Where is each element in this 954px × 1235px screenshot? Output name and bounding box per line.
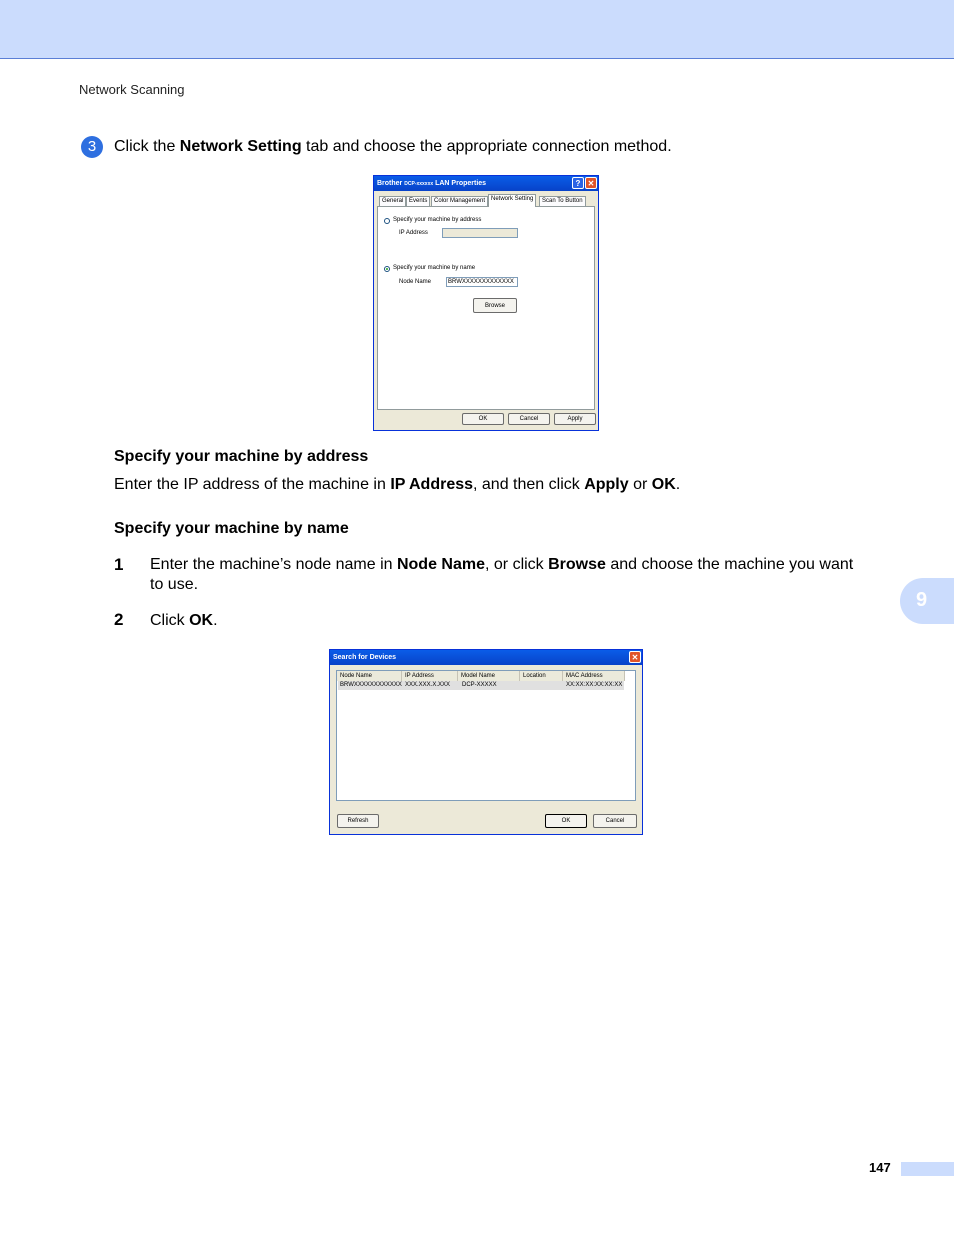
dialog-titlebar: Brother DCP-xxxxxx LAN Properties [374, 176, 598, 191]
cell-ip-address: XXX.XXX.X.XXX [405, 682, 451, 688]
radio-by-address[interactable] [384, 218, 390, 224]
cell-node-name: BRWXXXXXXXXXXXX [340, 682, 402, 688]
step1-text-line2: to use. [150, 576, 199, 593]
by-address-text: Enter the IP address of the machine in IP Address, and then click Apply or OK. [114, 476, 681, 493]
step1-text: Enter the machine’s node name in Node Name, or click Browse and choose the machine you want [150, 556, 854, 573]
step-marker: 3 [81, 136, 103, 158]
page-number: 147 [869, 1160, 891, 1175]
ip-address-field[interactable] [442, 228, 518, 238]
footer-bar [901, 1162, 954, 1176]
device-list[interactable] [336, 670, 636, 801]
step2-number: 2 [114, 610, 124, 629]
close-button[interactable]: ✕ [629, 651, 641, 663]
ok-button[interactable]: OK [545, 814, 587, 828]
tab-color-management[interactable]: Color Management [431, 196, 488, 206]
column-location[interactable]: Location [520, 671, 563, 681]
column-ip-address[interactable]: IP Address [402, 671, 458, 681]
radio-by-address-label: Specify your machine by address [393, 217, 482, 223]
cell-mac-address: XX:XX:XX:XX:XX:XX [566, 682, 623, 688]
header-band [0, 0, 954, 59]
apply-button[interactable]: Apply [554, 413, 596, 425]
ok-button[interactable]: OK [462, 413, 504, 425]
tab-network-setting[interactable]: Network Setting [488, 194, 536, 207]
column-node-name[interactable]: Node Name [337, 671, 402, 681]
help-button[interactable]: ? [572, 177, 584, 189]
step2-text: Click OK. [150, 612, 218, 629]
browse-button[interactable]: Browse [473, 298, 517, 313]
radio-by-name-label: Specify your machine by name [393, 265, 476, 271]
heading-by-name: Specify your machine by name [114, 520, 349, 537]
dialog-titlebar: Search for Devices [330, 650, 642, 665]
cell-model-name: DCP-XXXXX [462, 682, 497, 688]
step3-text: Click the Network Setting tab and choose the appropriate connection method. [114, 138, 672, 155]
chapter-tab: 9 [900, 578, 954, 624]
tab-general[interactable]: General [379, 196, 406, 206]
refresh-button[interactable]: Refresh [337, 814, 379, 828]
close-button[interactable]: ✕ [585, 177, 597, 189]
node-name-field[interactable]: BRWXXXXXXXXXXXXX [446, 277, 518, 287]
ip-address-label: IP Address [399, 230, 428, 236]
cancel-button[interactable]: Cancel [508, 413, 550, 425]
network-setting-panel [377, 206, 595, 410]
node-name-label: Node Name [399, 279, 432, 285]
tab-scan-to-button[interactable]: Scan To Button [539, 196, 586, 206]
section-header: Network Scanning [79, 82, 185, 97]
heading-by-address: Specify your machine by address [114, 448, 369, 465]
lan-properties-dialog [373, 175, 599, 431]
step1-number: 1 [114, 555, 124, 574]
cancel-button[interactable]: Cancel [593, 814, 637, 828]
column-mac-address[interactable]: MAC Address [563, 671, 625, 681]
tab-events[interactable]: Events [406, 196, 430, 206]
search-devices-dialog [329, 649, 643, 835]
radio-by-name[interactable] [384, 266, 390, 272]
column-model-name[interactable]: Model Name [458, 671, 520, 681]
